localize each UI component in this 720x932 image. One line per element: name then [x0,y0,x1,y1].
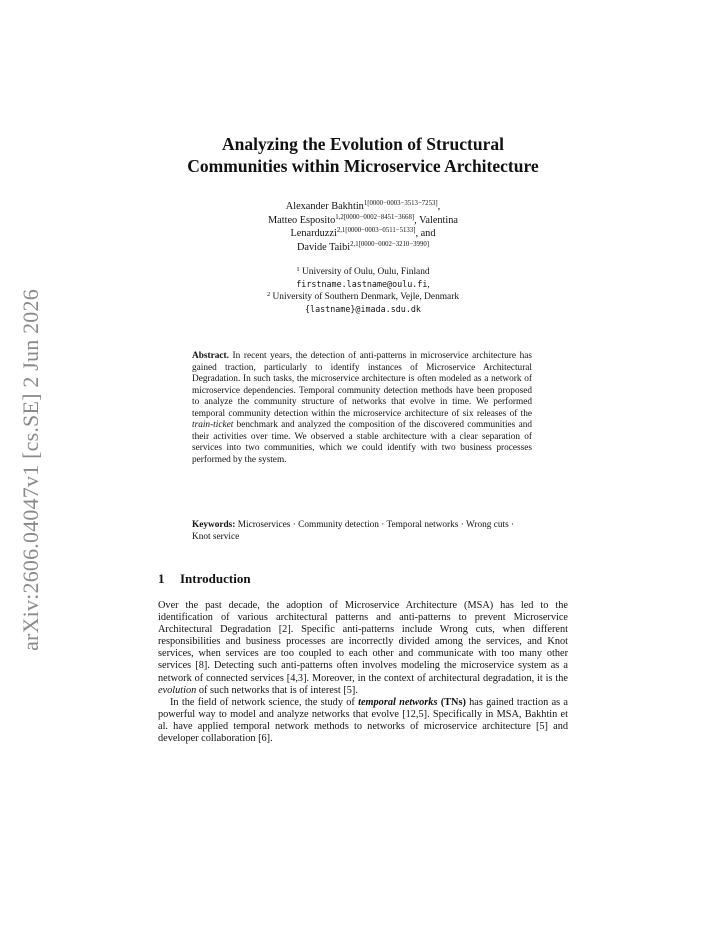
arxiv-stamp [18,270,44,670]
section-title: Introduction [180,571,251,586]
term-abbreviation: (TNs) [437,696,466,708]
author-line-1 [158,200,568,214]
keywords-label: Keywords: [192,520,236,530]
author-affiliation-orcid: 1[0000−0003−3513−7253] [363,200,438,207]
email-separator: , [427,280,430,290]
paragraph [158,697,568,745]
author-list [158,200,568,254]
abstract-label: Abstract. [192,351,229,361]
author-name: Alexander Bakhtin [285,201,364,212]
title-line-2: Communities within Microservice Architecture [187,156,539,176]
keywords-text: Microservices · Community detection · Temporal networks · Wrong cuts · Knot service [192,520,515,542]
title-line-1: Analyzing the Evolution of Structural [222,134,504,154]
paragraph-text: In the field of network science, the study of [170,696,359,708]
author-affiliation-orcid: 1,2[0000−0002−8451−3668] [335,213,415,221]
paragraph-text-cont: of such networks that is of interest [5]. [196,684,358,696]
author-separator: , Valentina [414,214,458,226]
email-address: {lastname}@imada.sdu.dk [305,304,421,314]
abstract-text: In recent years, the detection of anti-patterns in microservice architecture has gained traction, particularly to identify instances of Microservice Architectural Degradation. In such tasks, the microservice architecture is often modeled as a network of microservice dependencies. Temporal community detection methods have been proposed to analyze the community structure of networks that evolve in time. We performed temporal community detection within the microservice architecture of six releases of the [192,351,532,419]
abstract-text-cont: benchmark and analyzed the composition of the discovered communities and their activities over time. We observed a stable architecture with a clear separation of services into two communities, which we could identify with two business processes performed by the system. [192,420,532,465]
affiliation-1 [158,266,568,278]
affiliation-list [158,266,568,316]
author-separator: , and [415,228,436,239]
paragraph [158,600,568,697]
paper-title [158,133,568,177]
author-affiliation-orcid: 2,1[0000−0003−0511−5133] [336,227,416,234]
keywords [192,520,532,543]
author-name: Lenarduzzi [290,228,337,239]
author-line-2 [158,214,568,228]
author-line-4 [158,241,568,255]
section-heading [158,571,568,587]
term-emphasis: temporal networks [358,696,438,708]
affiliation-marker: 1 [296,266,300,273]
paragraph-text: Over the past decade, the adoption of Microservice Architecture (MSA) has led to the identification of various architectural patterns and anti-patterns to prevent Microservice Architectural Degradation [2]. Specific anti-patterns include Wrong cuts, when different responsibilities and business processes are incorrectly divided among the services, and Knot services, when services are too coupled to each other and communicate with too many other services [8]. Detecting such anti-patterns often involves modeling the microservice system as a network of connected services [4,3]. Moreover, in the context of architectural degradation, it is the [158,600,568,684]
emphasis: evolution [158,684,197,696]
affiliation-2 [158,291,568,303]
author-line-3 [158,227,568,241]
author-affiliation-orcid: 2,1[0000−0002−3210−3990] [350,240,430,248]
arxiv-stamp-text: arXiv:2606.04047v1 [cs.SE] 2 Jun 2026 [18,289,43,651]
email-address: firstname.lastname@oulu.fi [296,279,428,289]
author-name: Davide Taibi [296,241,351,253]
affiliation-2-email [158,303,568,316]
author-name: Matteo Esposito [268,214,336,226]
abstract [192,351,532,466]
author-separator: , [437,201,441,212]
section-body [158,600,568,745]
affiliation-1-email [158,278,568,291]
abstract-benchmark-name: train-ticket [192,420,234,431]
paragraph-text-cont: has gained traction as a powerful way to model and analyze networks that evolve [12,5]. Specifically in MSA, Bakhtin et al. have applied temporal network methods to networks of microservice architecture [5] and developer collaboration [6]. [158,696,568,745]
section-number: 1 [158,571,165,586]
affiliation-name: University of Southern Denmark, Vejle, Denmark [272,292,460,302]
affiliation-marker: 2 [266,291,271,298]
affiliation-name: University of Oulu, Oulu, Finland [301,267,430,277]
